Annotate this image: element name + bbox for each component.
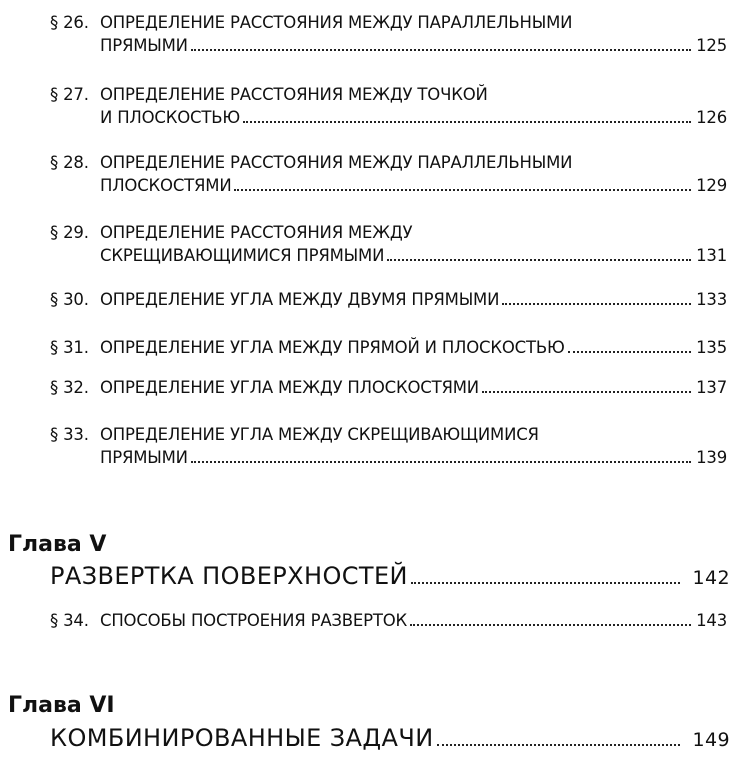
chapter-label-6: Глава VI — [8, 693, 115, 718]
toc-entry-29[interactable] — [0, 223, 740, 265]
dot-leader — [482, 391, 691, 393]
section-number: § 29. — [50, 223, 89, 242]
section-title-line2: СКРЕЩИВАЮЩИМИСЯ ПРЯМЫМИ — [100, 246, 385, 265]
page-number: 137 — [696, 378, 727, 397]
toc-entry-34[interactable] — [0, 611, 740, 630]
dot-leader — [437, 744, 680, 746]
toc-entry-28[interactable] — [0, 153, 740, 195]
page-number: 133 — [696, 290, 727, 309]
section-number: § 26. — [50, 13, 89, 32]
chapter-title-text: КОМБИНИРОВАННЫЕ ЗАДАЧИ — [50, 724, 434, 752]
dot-leader — [234, 189, 691, 191]
section-title-line1: ОПРЕДЕЛЕНИЕ РАССТОЯНИЯ МЕЖДУ ПАРАЛЛЕЛЬНЫМИ — [100, 13, 573, 32]
page-number: 129 — [696, 176, 727, 195]
dot-leader — [411, 582, 680, 584]
section-number: § 27. — [50, 85, 89, 104]
section-number: § 34. — [50, 611, 89, 630]
section-title-line2: И ПЛОСКОСТЬЮ — [100, 108, 240, 127]
section-title: ОПРЕДЕЛЕНИЕ УГЛА МЕЖДУ ДВУМЯ ПРЯМЫМИ — [100, 290, 500, 309]
toc-entry-32[interactable] — [0, 378, 740, 397]
section-title-line2: ПЛОСКОСТЯМИ — [100, 176, 232, 195]
page-number: 126 — [696, 108, 727, 127]
page-number: 125 — [696, 36, 727, 55]
dot-leader — [191, 461, 691, 463]
toc-entry-33[interactable] — [0, 425, 740, 467]
page-number: 139 — [696, 448, 727, 467]
section-title-line1: ОПРЕДЕЛЕНИЕ РАССТОЯНИЯ МЕЖДУ — [100, 223, 413, 242]
chapter-title-6[interactable] — [50, 724, 740, 752]
section-title-line1: ОПРЕДЕЛЕНИЕ РАССТОЯНИЯ МЕЖДУ ПАРАЛЛЕЛЬНЫМИ — [100, 153, 573, 172]
dot-leader — [191, 49, 691, 51]
toc-entry-30[interactable] — [0, 290, 740, 309]
dot-leader — [243, 121, 691, 123]
section-title: ОПРЕДЕЛЕНИЕ УГЛА МЕЖДУ ПЛОСКОСТЯМИ — [100, 378, 479, 397]
dot-leader — [502, 303, 691, 305]
chapter-title-text: РАЗВЕРТКА ПОВЕРХНОСТЕЙ — [50, 562, 408, 590]
page-number: 142 — [692, 567, 730, 589]
section-title-line2: ПРЯМЫМИ — [100, 448, 188, 467]
dot-leader — [410, 624, 691, 626]
dot-leader — [568, 351, 691, 353]
page-number: 135 — [696, 338, 727, 357]
toc-entry-26[interactable] — [0, 13, 740, 55]
page-number: 149 — [692, 729, 730, 751]
section-number: § 31. — [50, 338, 89, 357]
toc-entry-27[interactable] — [0, 85, 740, 127]
section-title-line2: ПРЯМЫМИ — [100, 36, 188, 55]
section-title-line1: ОПРЕДЕЛЕНИЕ РАССТОЯНИЯ МЕЖДУ ТОЧКОЙ — [100, 85, 488, 104]
section-title-line1: ОПРЕДЕЛЕНИЕ УГЛА МЕЖДУ СКРЕЩИВАЮЩИМИСЯ — [100, 425, 539, 444]
section-number: § 30. — [50, 290, 89, 309]
section-number: § 32. — [50, 378, 89, 397]
page-number: 131 — [696, 246, 727, 265]
section-title: СПОСОБЫ ПОСТРОЕНИЯ РАЗВЕРТОК — [100, 611, 408, 630]
section-number: § 33. — [50, 425, 89, 444]
chapter-title-5[interactable] — [50, 562, 740, 590]
chapter-label-5: Глава V — [8, 532, 107, 557]
dot-leader — [387, 259, 691, 261]
section-number: § 28. — [50, 153, 89, 172]
section-title: ОПРЕДЕЛЕНИЕ УГЛА МЕЖДУ ПРЯМОЙ И ПЛОСКОСТЬЮ — [100, 338, 565, 357]
page-number: 143 — [696, 611, 727, 630]
toc-entry-31[interactable] — [0, 338, 740, 357]
